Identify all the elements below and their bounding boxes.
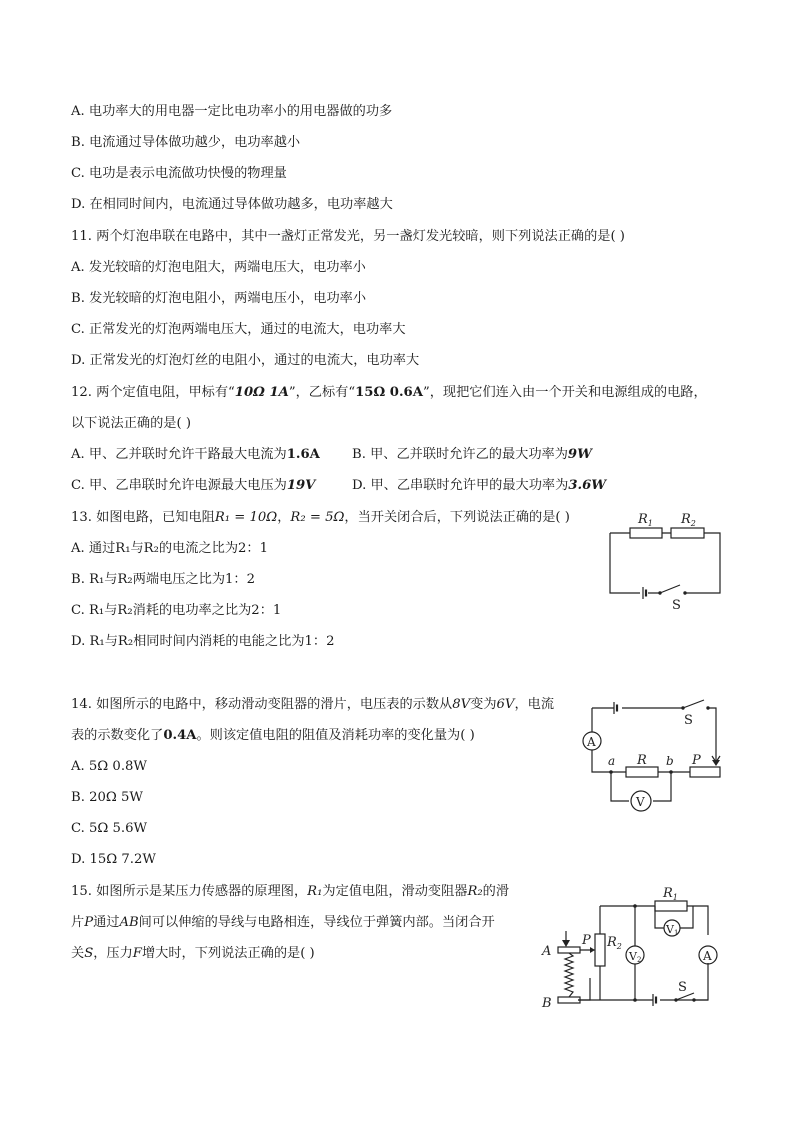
q12-stem-text-3: ”，现把它们连入由一个开关和电源组成的电路， (422, 385, 707, 400)
q14-fig-point-a: a (608, 754, 616, 768)
q12-stem-text-1: 12. 两个定值电阻，甲标有“ (71, 385, 235, 400)
q12-stem-text-2: ”，乙标有“ (288, 385, 356, 400)
q14-voltage-from: 8V (452, 697, 471, 712)
q11-option-d: D. 正常发光的灯泡灯丝的电阻小，通过的电流大，电功率大 (71, 353, 420, 368)
q10-option-c: C. 电功是表示电流做功快慢的物理量 (71, 166, 287, 181)
q12-stem (71, 384, 707, 402)
q15-stem-text-1: 15. 如图所示是某压力传感器的原理图， (71, 884, 308, 899)
q15-circuit-diagram (538, 878, 728, 1013)
q12-option-b-text: B. 甲、乙并联时允许乙的最大功率为 (352, 447, 568, 462)
q15-line2-text-3: 间可以伸缩的导线与电路相连，导线位于弹簧内部。当闭合开 (138, 915, 495, 930)
q11-option-a: A. 发光较暗的灯泡电阻大，两端电压大，电功率小 (71, 260, 366, 275)
q15-stem-line2 (71, 914, 495, 932)
q12-spec-yi: 15Ω 0.6A (355, 385, 423, 400)
q15-stem-line3 (71, 945, 315, 963)
q14-circuit-diagram (578, 690, 728, 820)
q13-option-c: C. R₁与R₂消耗的电功率之比为2：1 (71, 603, 282, 618)
q12-stem-line2: 以下说法正确的是( ) (71, 416, 191, 431)
q15-line2-text-2: 通过 (93, 915, 120, 930)
q11-option-b: B. 发光较暗的灯泡电阻小，两端电压小，电功率小 (71, 291, 367, 306)
q15-fig-switch-label: S (678, 980, 687, 995)
q15-fig-v1-label: V1 (666, 923, 679, 937)
q15-stem (71, 883, 509, 901)
q13-r1-equation: R₁ = 10Ω (214, 510, 278, 525)
q10-option-b: B. 电流通过导体做功越少，电功率越小 (71, 135, 301, 150)
q13-fig-switch-label: S (672, 598, 681, 613)
q14-current-change: 0.4A (163, 728, 197, 743)
q12-spec-jia: 10Ω 1A (234, 385, 289, 400)
q15-line3-text-1: 关 (71, 946, 85, 961)
q14-voltage-to: 6V (496, 697, 515, 712)
q12-option-d-value: 3.6W (568, 478, 607, 493)
q15-r2: R₂ (467, 884, 483, 899)
q14-fig-resistor-label: R (637, 753, 647, 768)
q15-fig-point-b: B (542, 996, 552, 1011)
q15-line3-text-3: 增大时，下列说法正确的是( ) (141, 946, 315, 961)
q11-option-c: C. 正常发光的灯泡两端电压大，通过的电流大，电功率大 (71, 322, 406, 337)
q15-line2-text-1: 片 (71, 915, 85, 930)
q12-option-d-text: D. 甲、乙串联时允许甲的最大功率为 (352, 478, 569, 493)
q15-fig-r1-label: $R_1$ (663, 886, 678, 902)
q15-r1: R₁ (307, 884, 323, 899)
q15-fig-r2-label: $R_2$ (607, 935, 622, 951)
q13-stem (71, 509, 570, 527)
q15-fig-slider-p: P (582, 933, 591, 948)
q14-fig-point-b: b (666, 754, 674, 768)
q14-stem-text-2: 变为 (470, 697, 497, 712)
q14-stem-text-1: 14. 如图所示的电路中，移动滑动变阻器的滑片，电压表的示数从 (71, 697, 453, 712)
q15-stem-text-3: 的滑 (482, 884, 510, 899)
q15-fig-point-a: A (542, 944, 552, 959)
q14-option-d: D. 15Ω 7.2W (71, 852, 156, 867)
q13-fig-r2-label: $R_2$ (681, 512, 696, 528)
q15-stem-text-2: 为定值电阻，滑动变阻器 (322, 884, 468, 899)
q14-stem-line2-text-2: 。则该定值电阻的阻值及消耗功率的变化量为( ) (196, 728, 475, 743)
q14-option-b: B. 20Ω 5W (71, 790, 143, 805)
q13-option-d: D. R₁与R₂相同时间内消耗的电能之比为1：2 (71, 634, 335, 649)
q12-option-b (352, 446, 592, 464)
q14-stem-line2-text-1: 表的示数变化了 (71, 728, 164, 743)
q12-option-a-value: 1.6A (286, 447, 320, 462)
q15-slider-p: P (84, 915, 94, 930)
q14-fig-voltmeter-label: V (636, 795, 645, 809)
q15-line3-text-2: ，压力 (93, 946, 133, 961)
q13-circuit-diagram (600, 505, 730, 615)
q12-option-c (71, 477, 315, 495)
q13-stem-text-1: 13. 如图电路，已知电阻 (71, 510, 215, 525)
q15-fig-ammeter-label: A (703, 949, 712, 963)
q12-option-c-value: 19V (286, 478, 316, 493)
q14-option-a: A. 5Ω 0.8W (71, 759, 147, 774)
q13-option-a: A. 通过R₁与R₂的电流之比为2：1 (71, 541, 268, 556)
q13-fig-r1-label: $R_1$ (638, 512, 653, 528)
q12-option-c-text: C. 甲、乙串联时允许电源最大电压为 (71, 478, 287, 493)
q14-stem (71, 696, 554, 714)
q14-fig-slider-label: P (692, 753, 701, 768)
q11-stem: 11. 两个灯泡串联在电路中，其中一盏灯正常发光，另一盏灯发光较暗，则下列说法正确的是( ) (71, 229, 625, 244)
q14-stem-line2 (71, 727, 475, 745)
q15-wire-ab: AB (119, 915, 139, 930)
q15-force-f: F (132, 946, 142, 961)
q12-option-b-value: 9W (567, 447, 592, 462)
q15-fig-v2-label: V2 (629, 950, 642, 964)
q10-option-a: A. 电功率大的用电器一定比电功率小的用电器做的功多 (71, 104, 393, 119)
q13-stem-text-2: ，当开关闭合后，下列说法正确的是( ) (344, 510, 570, 525)
q14-fig-ammeter-label: A (587, 735, 596, 749)
q13-option-b: B. R₁与R₂两端电压之比为1：2 (71, 572, 255, 587)
q14-stem-text-3: ，电流 (514, 697, 555, 712)
q14-fig-switch-label: S (684, 713, 693, 728)
q13-separator: ， (277, 510, 291, 525)
q12-option-d (352, 477, 606, 495)
q14-option-c: C. 5Ω 5.6W (71, 821, 148, 836)
q15-switch-s: S (84, 946, 94, 961)
q10-option-d: D. 在相同时间内，电流通过导体做功越多，电功率越大 (71, 197, 393, 212)
q13-r2-equation: R₂ = 5Ω (290, 510, 345, 525)
q12-option-a (71, 446, 320, 464)
q12-option-a-text: A. 甲、乙并联时允许干路最大电流为 (71, 447, 287, 462)
